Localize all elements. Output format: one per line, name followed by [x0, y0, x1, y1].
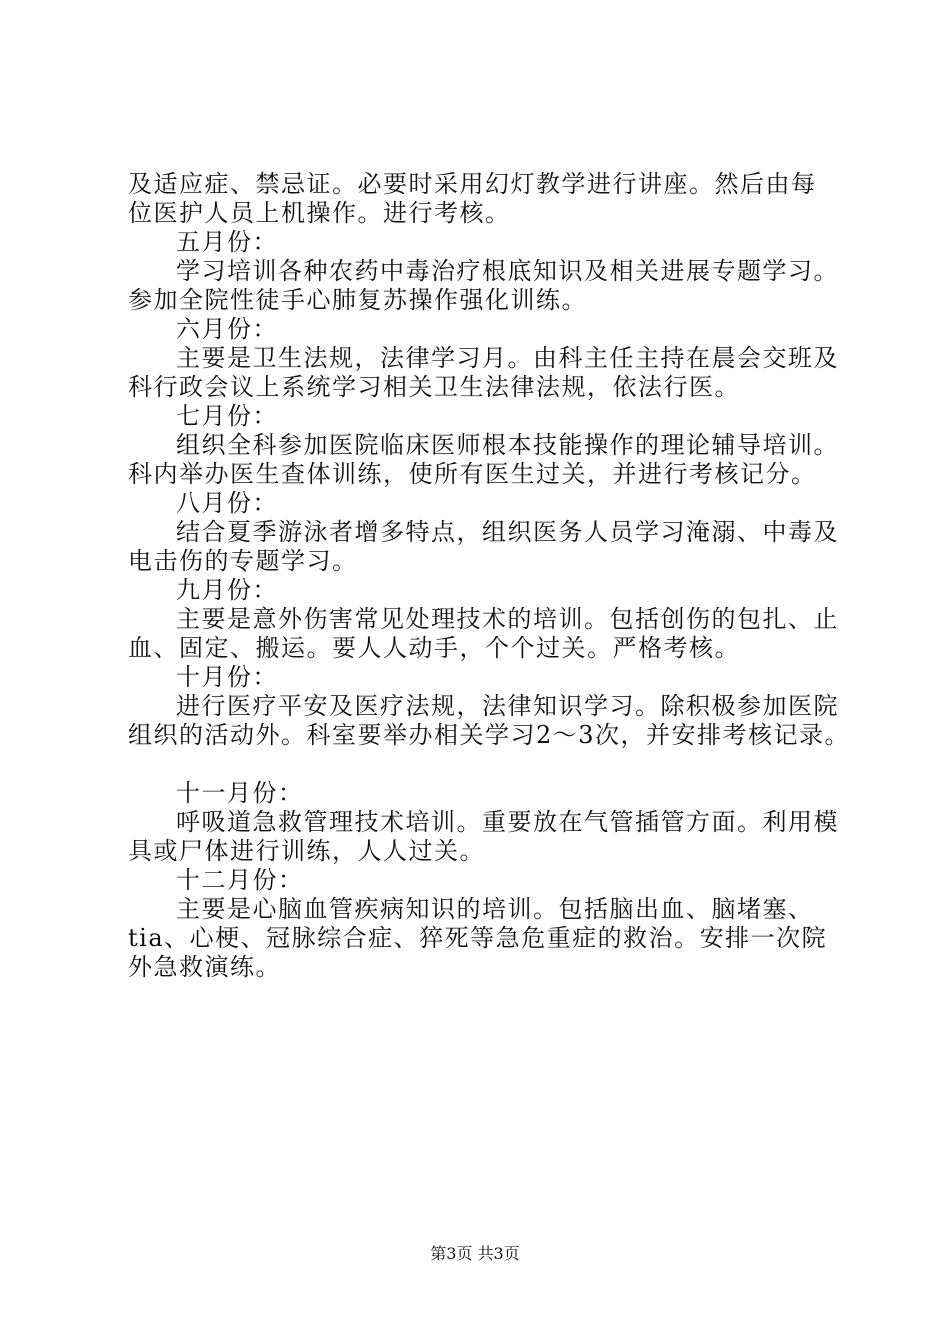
paragraph-line: 位医护人员上机操作。进行考核。	[128, 199, 511, 227]
paragraph-line: 主要是心脑血管疾病知识的培训。包括脑出血、脑堵塞、	[176, 895, 814, 923]
section-heading-july: 七月份：	[176, 402, 278, 430]
section-heading-august: 八月份：	[176, 489, 278, 517]
section-heading-september: 九月份：	[176, 576, 278, 604]
blank-line	[128, 750, 848, 779]
paragraph-line: 呼吸道急救管理技术培训。重要放在气管插管方面。利用模	[176, 808, 839, 836]
section-heading-november: 十一月份：	[176, 779, 304, 807]
paragraph-line: tia、心梗、冠脉综合症、猝死等急危重症的救治。安排一次院	[128, 924, 828, 952]
page-number-footer: 第3页 共3页	[430, 1244, 520, 1263]
paragraph-line: 科行政会议上系统学习相关卫生法律法规，依法行医。	[128, 373, 740, 401]
paragraph-line: 结合夏季游泳者增多特点，组织医务人员学习淹溺、中毒及	[176, 518, 839, 546]
paragraph-line: 进行医疗平安及医疗法规，法律知识学习。除积极参加医院	[176, 692, 839, 720]
paragraph-line: 组织全科参加医院临床医师根本技能操作的理论辅导培训。	[176, 431, 839, 459]
paragraph-line: 学习培训各种农药中毒治疗根底知识及相关进展专题学习。	[176, 257, 839, 285]
document-body	[128, 170, 851, 982]
section-heading-may: 五月份：	[176, 228, 278, 256]
paragraph-line: 科内举办医生查体训练，使所有医生过关，并进行考核记分。	[128, 460, 817, 488]
paragraph-line: 电击伤的专题学习。	[128, 547, 358, 575]
section-heading-october: 十月份：	[176, 663, 278, 691]
paragraph-line: 组织的活动外。科室要举办相关学习2～3次，并安排考核记录。	[128, 721, 851, 749]
paragraph-line: 具或尸体进行训练，人人过关。	[128, 837, 485, 865]
paragraph-line: 血、固定、搬运。要人人动手，个个过关。严格考核。	[128, 634, 740, 662]
paragraph-line: 及适应症、禁忌证。必要时采用幻灯教学进行讲座。然后由每	[128, 170, 817, 198]
paragraph-line: 外急救演练。	[128, 953, 281, 981]
section-heading-december: 十二月份：	[176, 866, 304, 894]
paragraph-line: 主要是卫生法规，法律学习月。由科主任主持在晨会交班及	[176, 344, 839, 372]
paragraph-line: 主要是意外伤害常见处理技术的培训。包括创伤的包扎、止	[176, 605, 839, 633]
section-heading-june: 六月份：	[176, 315, 278, 343]
paragraph-line: 参加全院性徒手心肺复苏操作强化训练。	[128, 286, 587, 314]
